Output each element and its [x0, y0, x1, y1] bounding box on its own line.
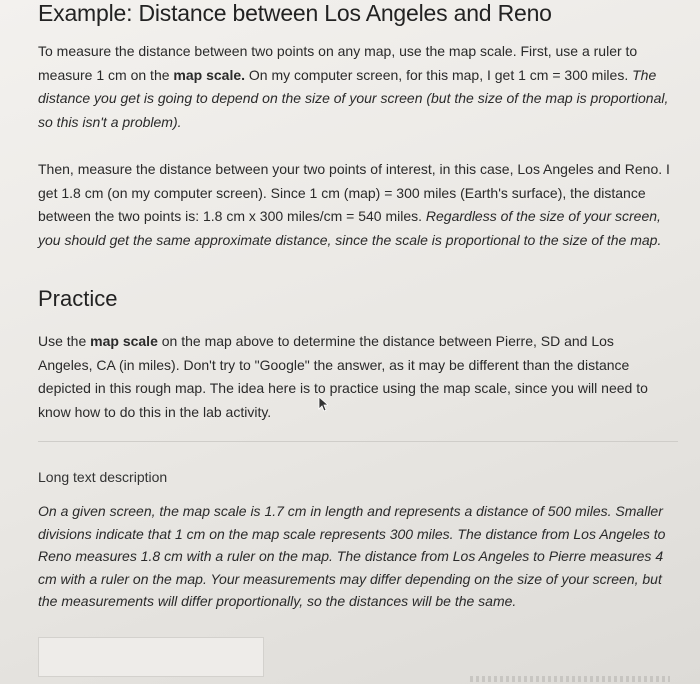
intro-text-2: On my computer screen, for this map, I get 1 cm = 300 miles. [245, 66, 633, 83]
section-divider [38, 441, 678, 442]
measurement-paragraph [38, 158, 684, 252]
mouse-cursor-icon [318, 396, 328, 412]
decorative-strip [470, 676, 670, 682]
intro-paragraph [38, 40, 684, 134]
page-title: Example: Distance between Los Angeles and Reno [38, 0, 552, 26]
measurement-note-italic: Regardless of the size of your screen, you should get the same approximate distance, since the scale is proportional to the size of the map. [38, 208, 662, 248]
answer-input[interactable] [38, 637, 264, 677]
practice-text-1: Use the [38, 333, 91, 349]
intro-text-1: To measure the distance between two points on any map, use the map scale. First, use a ruler to measure 1 cm on the [38, 43, 638, 83]
long-text-title: Long text description [38, 469, 168, 485]
practice-heading: Practice [38, 286, 118, 311]
intro-map-scale-bold: map scale. [173, 66, 246, 83]
long-text-description: On a given screen, the map scale is 1.7 cm in length and represents a distance of 500 miles. Smaller divisions indicate that 1 cm on the map scale represents 300 miles. The distance from Los Angeles to Reno measures 1.8 cm with a ruler on the map. The distance from Los Angeles to Pierre measures 4 cm with a ruler on the map. Your measurements may differ depending on the size of your screen, but the measurements will differ proportionally, so the distances will be the same. [38, 503, 666, 609]
practice-map-scale-bold: map scale [90, 333, 158, 349]
practice-paragraph [38, 330, 668, 424]
measurement-text: Then, measure the distance between your two points of interest, in this case, Los Angeles and Reno. I get 1.8 cm (on my computer screen). Since 1 cm (map) = 300 miles (Earth's surface), the distance between the two points is: 1.8 cm x 300 miles/cm = 540 miles. [38, 161, 670, 224]
practice-text-2: on the map above to determine the distance between Pierre, SD and Los Angeles, CA (in miles). Don't try to "Google" the answer, as it may be different than the distance depicted in this rough map. The idea here is to practice using the map scale, since you will need to know how to do this in the lab activity. [38, 333, 648, 420]
intro-note-italic: The distance you get is going to depend on the size of your screen (but the size of the map is proportional, so this isn't a problem). [38, 66, 669, 130]
